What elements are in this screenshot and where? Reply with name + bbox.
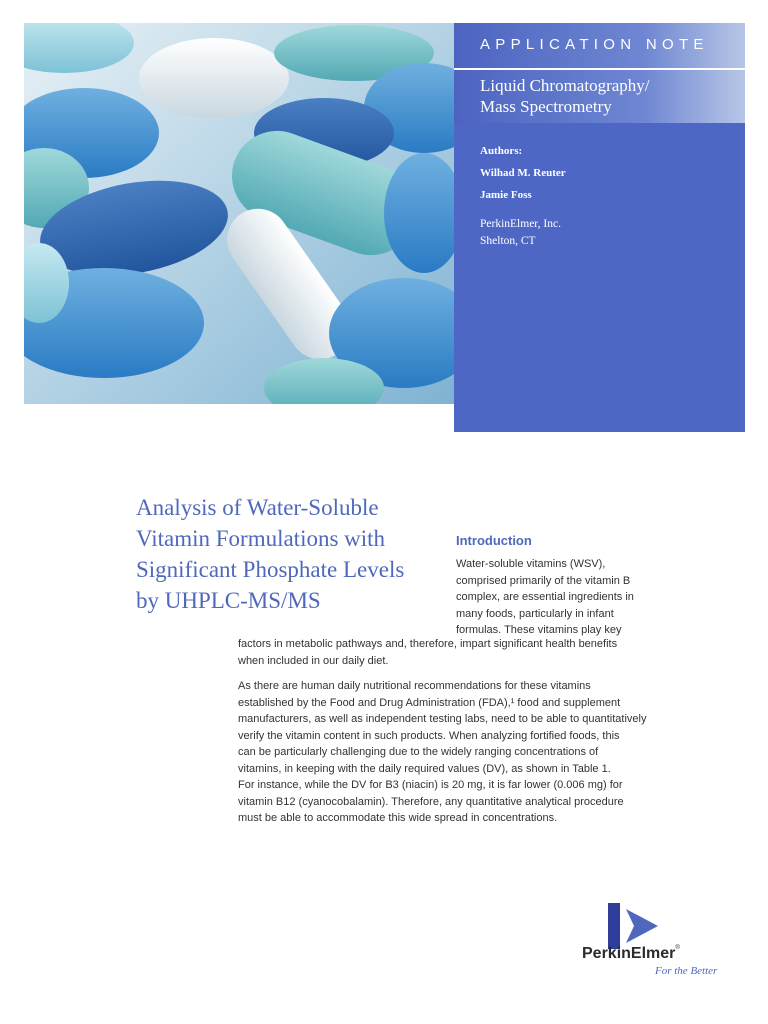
author-name: Wilhad M. Reuter: [480, 167, 566, 179]
document-title: [136, 492, 446, 616]
header-divider: [454, 68, 745, 70]
vitamin-pills-illustration: [24, 23, 454, 404]
text-line: Water-soluble vitamins (WSV),: [456, 558, 606, 570]
text-line: complex, are essential ingredients in: [456, 591, 634, 603]
logo-tagline: For the Better: [655, 965, 718, 977]
perkinelmer-logo-mark-icon: [606, 903, 662, 949]
text-line: verify the vitamin content in such products. When analyzing fortified foods, this: [238, 729, 620, 742]
category-line-2: Mass Spectrometry: [480, 97, 612, 116]
text-line: many foods, particularly in infant: [456, 607, 614, 620]
text-line: when included in our daily diet.: [238, 654, 389, 667]
title-line: by UHPLC-MS/MS: [136, 588, 321, 613]
text-line: vitamin B12 (cyanocobalamin). Therefore, any quantitative analytical procedure: [238, 795, 624, 808]
paragraph-1-continuation: [238, 636, 638, 669]
text-line: manufacturers, as well as independent testing labs, need to be able to quantitatively: [238, 713, 647, 725]
paragraph-2: [238, 678, 647, 827]
introduction-heading: Introduction: [456, 533, 532, 548]
affiliation-location: Shelton, CT: [480, 235, 536, 247]
title-line: Significant Phosphate Levels: [136, 557, 405, 582]
authors-label: Authors:: [480, 145, 523, 157]
text-line: For instance, while the DV for B3 (niacin) is 20 mg, it is far lower (0.006 mg) for: [238, 779, 623, 791]
perkinelmer-logo-wordmark: [582, 945, 680, 963]
header-panel: [454, 23, 745, 432]
author-name: Jamie Foss: [480, 189, 532, 201]
text-line: must be able to accommodate this wide spread in concentrations.: [238, 812, 558, 824]
text-line: comprised primarily of the vitamin B: [456, 574, 631, 587]
text-line: factors in metabolic pathways and, therefore, impart significant health benefits: [238, 638, 618, 650]
category-line-1: Liquid Chromatography/: [480, 76, 650, 95]
introduction-body: [238, 636, 647, 836]
title-line: Vitamin Formulations with: [136, 526, 386, 551]
text-line: formulas. These vitamins play key: [456, 624, 622, 636]
title-line: Analysis of Water-Soluble: [136, 495, 379, 520]
application-note-label: APPLICATION NOTE: [480, 36, 709, 53]
category-title: [480, 75, 740, 117]
introduction-paragraph-start: [456, 556, 646, 639]
affiliation-company: PerkinElmer, Inc.: [480, 218, 561, 230]
registered-mark: ®: [675, 945, 680, 951]
text-line: As there are human daily nutritional recommendations for these vitamins: [238, 680, 591, 692]
logo-name: PerkinElmer: [582, 945, 676, 962]
text-line: vitamins, in keeping with the daily required values (DV), as shown in Table 1.: [238, 762, 611, 775]
text-line: established by the Food and Drug Administration (FDA),¹ food and supplement: [238, 696, 621, 709]
hero-pills-image: [24, 23, 454, 404]
text-line: can be particularly challenging due to the widely ranging concentrations of: [238, 746, 599, 758]
